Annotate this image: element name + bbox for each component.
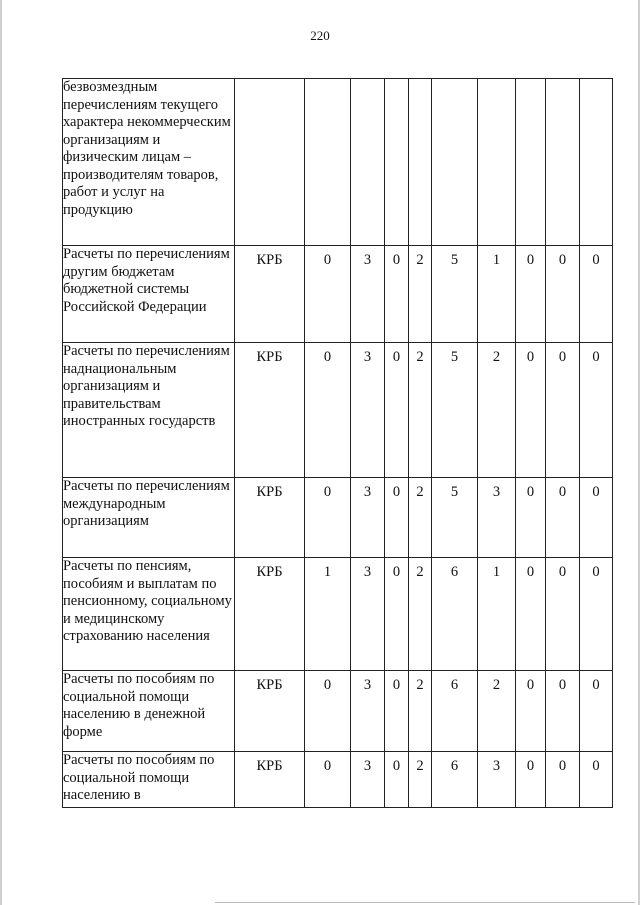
- row-digit-2: 3: [351, 558, 385, 671]
- row-digit-5: [432, 79, 478, 246]
- row-digit-6: 2: [478, 343, 516, 478]
- row-description: Расчеты по пенсиям, пособиям и выплатам по пенсионному, социальному и медицинскому страхованию населения: [63, 558, 235, 671]
- row-digit-9: 0: [580, 752, 613, 808]
- row-digit-3: 0: [385, 246, 409, 343]
- row-digit-7: [516, 79, 546, 246]
- row-code: КРБ: [235, 478, 305, 558]
- row-digit-5: 6: [432, 752, 478, 808]
- row-digit-5: 5: [432, 246, 478, 343]
- row-digit-5: 5: [432, 343, 478, 478]
- row-digit-7: 0: [516, 671, 546, 752]
- row-digit-1: 0: [305, 671, 351, 752]
- row-digit-3: 0: [385, 343, 409, 478]
- row-digit-9: 0: [580, 558, 613, 671]
- row-digit-8: [546, 79, 580, 246]
- row-digit-6: 1: [478, 558, 516, 671]
- row-digit-2: [351, 79, 385, 246]
- row-digit-7: 0: [516, 478, 546, 558]
- row-digit-8: 0: [546, 558, 580, 671]
- row-digit-4: 2: [409, 671, 432, 752]
- page-number: 220: [310, 28, 330, 43]
- row-digit-4: 2: [409, 752, 432, 808]
- row-code: КРБ: [235, 246, 305, 343]
- row-digit-4: 2: [409, 246, 432, 343]
- row-digit-8: 0: [546, 478, 580, 558]
- row-digit-7: 0: [516, 343, 546, 478]
- row-digit-1: 0: [305, 246, 351, 343]
- row-digit-9: [580, 79, 613, 246]
- row-digit-6: 1: [478, 246, 516, 343]
- row-digit-7: 0: [516, 752, 546, 808]
- row-digit-2: 3: [351, 343, 385, 478]
- row-digit-3: 0: [385, 478, 409, 558]
- row-digit-1: 0: [305, 752, 351, 808]
- row-digit-6: 3: [478, 752, 516, 808]
- row-digit-1: 0: [305, 343, 351, 478]
- row-digit-2: 3: [351, 478, 385, 558]
- row-digit-9: 0: [580, 671, 613, 752]
- row-digit-9: 0: [580, 478, 613, 558]
- row-digit-4: 2: [409, 343, 432, 478]
- row-code: КРБ: [235, 671, 305, 752]
- row-digit-2: 3: [351, 752, 385, 808]
- row-digit-3: 0: [385, 752, 409, 808]
- row-code: КРБ: [235, 752, 305, 808]
- row-code: КРБ: [235, 343, 305, 478]
- table-row: [63, 752, 613, 808]
- row-digit-4: 2: [409, 558, 432, 671]
- row-digit-4: 2: [409, 478, 432, 558]
- table-row: [63, 558, 613, 671]
- table-row: [63, 478, 613, 558]
- row-digit-7: 0: [516, 558, 546, 671]
- row-description: Расчеты по пособиям по социальной помощи населению в: [63, 752, 235, 808]
- row-digit-8: 0: [546, 671, 580, 752]
- row-description: Расчеты по перечислениям международным организациям: [63, 478, 235, 558]
- row-digit-9: 0: [580, 246, 613, 343]
- row-digit-1: 0: [305, 478, 351, 558]
- row-digit-4: [409, 79, 432, 246]
- row-digit-8: 0: [546, 246, 580, 343]
- row-digit-1: [305, 79, 351, 246]
- row-digit-3: 0: [385, 558, 409, 671]
- row-digit-6: [478, 79, 516, 246]
- row-digit-5: 5: [432, 478, 478, 558]
- row-description: Расчеты по пособиям по социальной помощи населению в денежной форме: [63, 671, 235, 752]
- row-code: КРБ: [235, 558, 305, 671]
- table-row: [63, 79, 613, 246]
- row-digit-2: 3: [351, 671, 385, 752]
- row-digit-5: 6: [432, 671, 478, 752]
- accounts-table: [62, 78, 613, 808]
- row-digit-3: 0: [385, 671, 409, 752]
- row-description: Расчеты по перечислениям наднациональным организациям и правительствам иностранных государств: [63, 343, 235, 478]
- table-row: [63, 343, 613, 478]
- row-digit-7: 0: [516, 246, 546, 343]
- row-digit-2: 3: [351, 246, 385, 343]
- row-digit-3: [385, 79, 409, 246]
- row-code: [235, 79, 305, 246]
- row-description: Расчеты по перечислениям другим бюджетам бюджетной системы Российской Федерации: [63, 246, 235, 343]
- row-digit-8: 0: [546, 752, 580, 808]
- scan-edge-line: [215, 902, 635, 903]
- row-digit-9: 0: [580, 343, 613, 478]
- page-edge-left: [0, 0, 2, 905]
- row-digit-5: 6: [432, 558, 478, 671]
- row-digit-6: 3: [478, 478, 516, 558]
- table-row: [63, 246, 613, 343]
- row-digit-8: 0: [546, 343, 580, 478]
- table-row: [63, 671, 613, 752]
- row-digit-6: 2: [478, 671, 516, 752]
- row-description: безвозмездным перечислениям текущего характера некоммерческим организациям и физическим лицам – производителям товаров, работ и услуг на продукцию: [63, 79, 235, 246]
- row-digit-1: 1: [305, 558, 351, 671]
